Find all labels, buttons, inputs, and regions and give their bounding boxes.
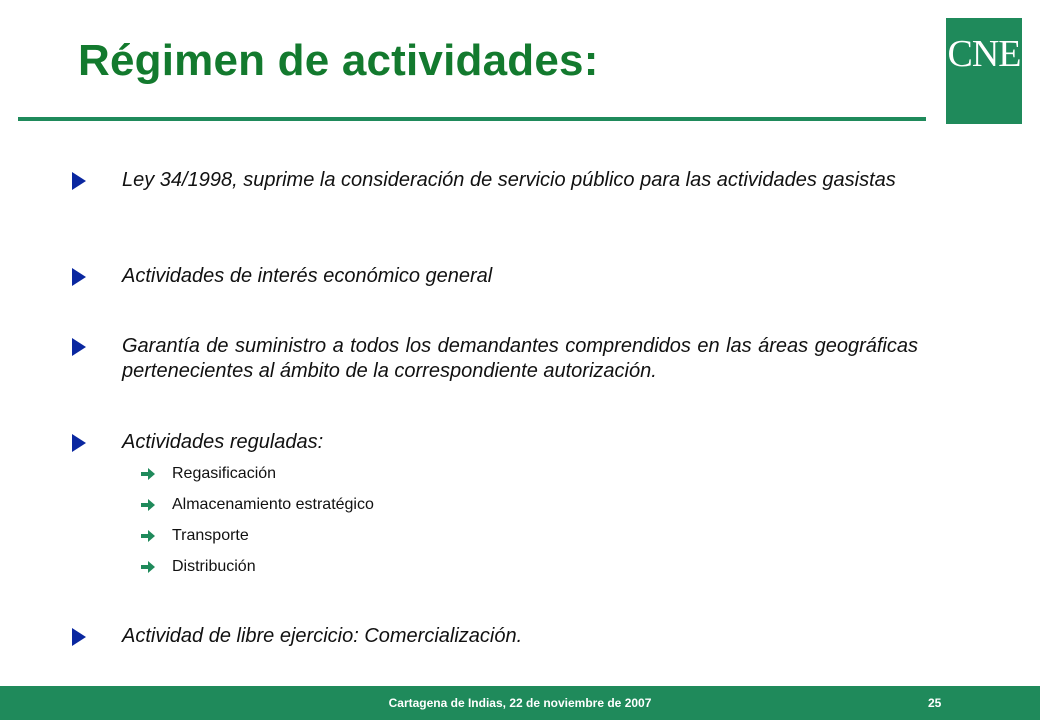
bullet-text: Ley 34/1998, suprime la consideración de servicio público para las actividades gasistas bbox=[122, 169, 896, 191]
bullet-item bbox=[72, 168, 918, 193]
slide-title: Régimen de actividades: bbox=[78, 36, 599, 85]
bullet-item bbox=[72, 264, 918, 289]
page-number: 25 bbox=[928, 696, 942, 710]
sub-bullet-item bbox=[140, 464, 276, 484]
arrow-right-icon bbox=[140, 560, 156, 574]
bullet-item bbox=[72, 430, 918, 455]
bullet-item bbox=[72, 334, 918, 384]
triangle-bullet-icon bbox=[72, 628, 86, 646]
bullet-text: Garantía de suministro a todos los demandantes comprendidos en las áreas geográficas pertenecientes al ámbito de la correspondiente autorización. bbox=[122, 335, 918, 382]
triangle-bullet-icon bbox=[72, 268, 86, 286]
title-divider bbox=[18, 117, 926, 121]
triangle-bullet-icon bbox=[72, 172, 86, 190]
bullet-text: Actividades reguladas: bbox=[122, 431, 324, 453]
sub-bullet-text: Regasificación bbox=[172, 465, 277, 482]
cne-logo bbox=[946, 18, 1022, 124]
triangle-bullet-icon bbox=[72, 338, 86, 356]
sub-bullet-item bbox=[140, 557, 256, 577]
sub-bullet-item bbox=[140, 526, 249, 546]
arrow-right-icon bbox=[140, 498, 156, 512]
arrow-right-icon bbox=[140, 529, 156, 543]
sub-bullet-text: Almacenamiento estratégico bbox=[172, 496, 374, 513]
footer-bar bbox=[0, 686, 1040, 720]
footer-place-date: Cartagena de Indias, 22 de noviembre de 2007 bbox=[388, 696, 652, 710]
sub-bullet-text: Transporte bbox=[172, 527, 249, 544]
logo-text: CNE bbox=[947, 33, 1021, 75]
arrow-right-icon bbox=[140, 467, 156, 481]
triangle-bullet-icon bbox=[72, 434, 86, 452]
bullet-text: Actividad de libre ejercicio: Comercialización. bbox=[122, 625, 523, 647]
sub-bullet-item bbox=[140, 495, 374, 515]
bullet-item bbox=[72, 624, 918, 649]
bullet-text: Actividades de interés económico general bbox=[122, 265, 493, 287]
sub-bullet-text: Distribución bbox=[172, 558, 256, 575]
